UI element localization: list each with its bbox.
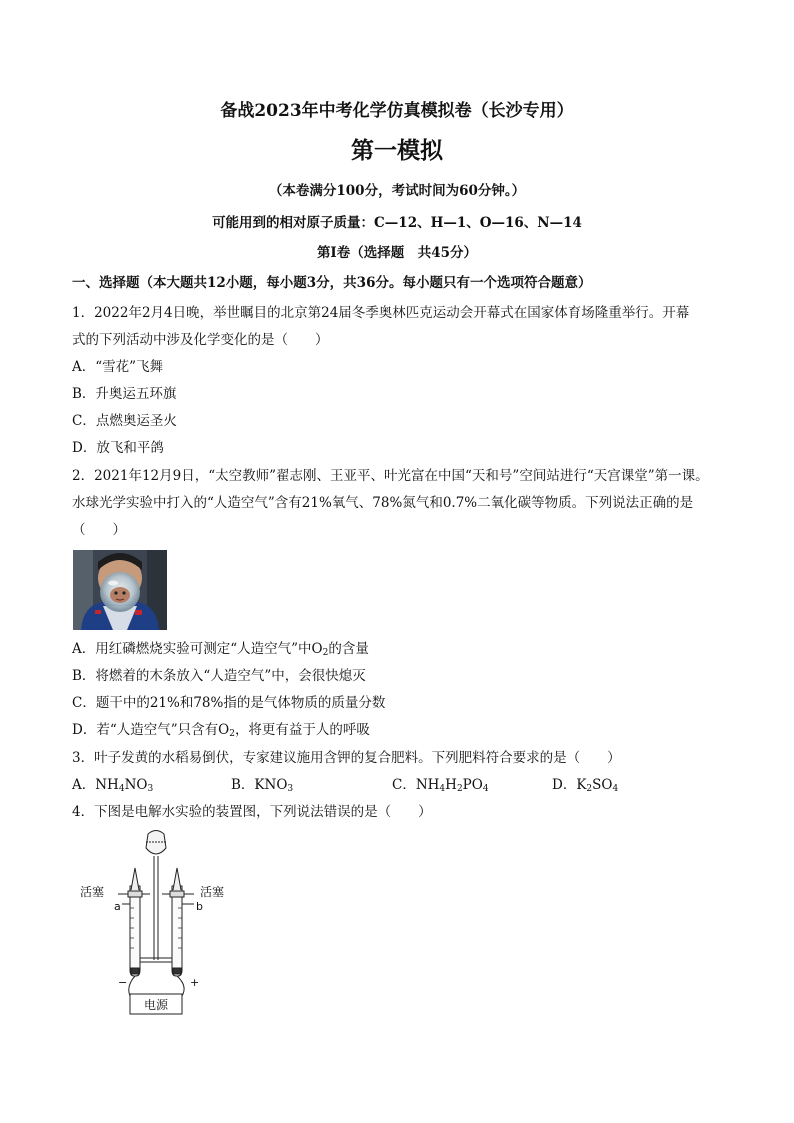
exam-subtitle: 第一模拟: [351, 137, 443, 164]
q1-option-a: A．“雪花”飞舞: [72, 359, 164, 375]
q3-option-a: A．$NH_4NO_3$: [72, 777, 154, 794]
exam-title: 备战2023年中考化学仿真模拟卷（长沙专用）: [220, 101, 574, 121]
part-heading: 第I卷（选择题 共45分）: [316, 245, 478, 261]
q2-option-c: C．题干中的21%和78%指的是气体物质的质量分数: [72, 695, 386, 711]
label-minus: −: [118, 976, 128, 989]
label-a: a: [114, 900, 121, 913]
q3-stem: 3．叶子发黄的水稻易倒伏，专家建议施用含钾的复合肥料。下列肥料符合要求的是（ ）: [72, 750, 621, 766]
right-tube: [172, 886, 182, 976]
q1-stem-line2: 式的下列活动中涉及化学变化的是（ ）: [72, 332, 329, 348]
q2-stem-line2: 水球光学实验中打入的“人造空气”含有21%氧气、78%氮气和0.7%二氧化碳等物质。下列说法正确的是: [72, 495, 694, 511]
q3-option-b: B．$KNO_3$: [231, 777, 294, 794]
q4-stem: 4．下图是电解水实验的装置图，下列说法错误的是（ ）: [72, 804, 432, 820]
label-b: b: [196, 900, 203, 913]
q1-option-d: D．放飞和平鸽: [72, 440, 164, 456]
atomic-masses: 可能用到的相对原子质量：C—12、H—1、O—16、N—14: [212, 215, 582, 231]
q2-option-a: A．用红磷燃烧实验可测定“人造空气”中$O_2$的含量: [72, 641, 369, 658]
q1-option-b: B．升奥运五环旗: [72, 386, 177, 402]
label-power: 电源: [144, 998, 169, 1012]
q2-option-d: D．若“人造空气”只含有$O_2$，将更有益于人的呼吸: [72, 722, 370, 739]
q3-option-d: D．$K_2SO_4$: [552, 777, 619, 794]
q2-stem-line3: （ ）: [72, 522, 126, 538]
label-plus: +: [190, 976, 200, 989]
q2-stem-line1: 2．2021年12月9日，“太空教师”翟志刚、王亚平、叶光富在中国“天和号”空间站进行“天宫课堂”第一课。: [72, 468, 709, 484]
q2-option-b: B．将燃着的木条放入“人造空气”中，会很快熄灭: [72, 668, 366, 684]
astronaut-photo: [73, 550, 167, 630]
q3-option-c: C．$NH_4H_2PO_4$: [392, 777, 489, 794]
label-valve-left: 活塞: [80, 885, 105, 899]
left-tube: [130, 886, 140, 976]
exam-note: （本卷满分100分，考试时间为60分钟。）: [268, 183, 526, 199]
q1-stem-line1: 1．2022年2月4日晚，举世瞩目的北京第24届冬季奥林匹克运动会开幕式在国家体育场隆重举行。开幕: [72, 305, 690, 321]
label-valve-right: 活塞: [200, 885, 225, 899]
section-heading: 一、选择题（本大题共12小题，每小题3分，共36分。每小题只有一个选项符合题意）: [72, 275, 592, 291]
electrolysis-apparatus-diagram: [78, 828, 238, 1020]
q1-option-c: C．点燃奥运圣火: [72, 413, 177, 429]
